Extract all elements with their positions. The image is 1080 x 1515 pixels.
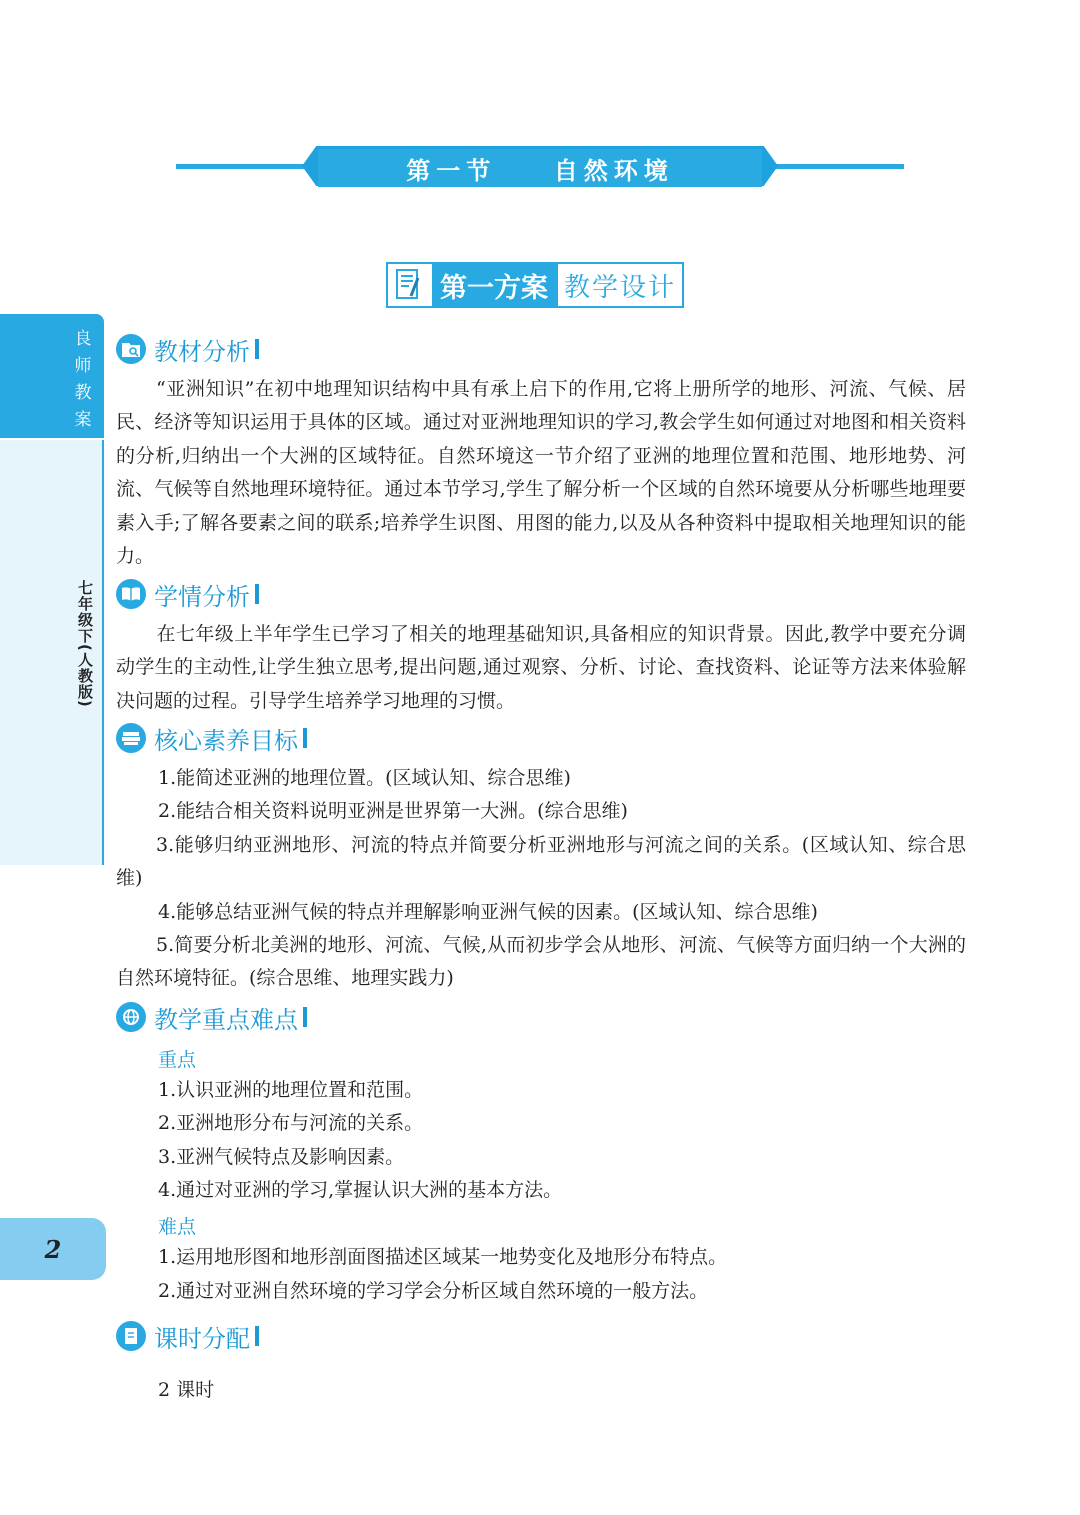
goal-item-text: 3.能够归纳亚洲地形、河流的特点并简要分析亚洲地形与河流之间的关系。(区域认知、综合思维) xyxy=(116,834,966,890)
focus-item: 3.亚洲气候特点及影响因素。 xyxy=(158,1146,405,1168)
section-heading-learner xyxy=(116,577,259,611)
learner-paragraph xyxy=(116,618,966,718)
goal-item: 1.能简述亚洲的地理位置。(区域认知、综合思维) xyxy=(158,767,571,789)
page-number: 2 xyxy=(44,1234,62,1264)
heading-bar xyxy=(303,728,307,748)
section-heading-goals xyxy=(116,721,307,755)
focus-item: 2.亚洲地形分布与河流的关系。 xyxy=(158,1112,424,1134)
document-icon xyxy=(116,1321,146,1351)
section-heading-key-points xyxy=(116,1000,307,1034)
goal-item-text: 5.简要分析北美洲的地形、河流、气候,从而初步学会从地形、河流、气候等方面归纳一个大洲的自然环境特征。(综合思维、地理实践力) xyxy=(116,934,966,990)
page-number-tab xyxy=(0,1218,106,1280)
book-stack-icon xyxy=(116,723,146,753)
open-book-icon xyxy=(116,579,146,609)
goal-item xyxy=(116,929,966,996)
section-heading-schedule xyxy=(116,1319,259,1353)
section-heading-textbook xyxy=(116,332,259,366)
section-title: 教材分析 xyxy=(154,337,250,366)
schedule-value: 2 课时 xyxy=(158,1379,215,1401)
heading-bar xyxy=(255,584,259,604)
goal-item xyxy=(116,829,966,896)
heading-bar xyxy=(255,339,259,359)
heading-bar xyxy=(255,1326,259,1346)
focus-item: 1.认识亚洲的地理位置和范围。 xyxy=(158,1079,424,1101)
globe-icon xyxy=(116,1002,146,1032)
plan-title-secondary: 教学设计 xyxy=(556,262,684,308)
side-tab-label: 良师教案 xyxy=(74,329,92,430)
section-title: 课时分配 xyxy=(154,1324,250,1353)
banner-rule-left xyxy=(176,164,318,169)
focus-item: 4.通过对亚洲的学习,掌握认识大洲的基本方法。 xyxy=(158,1179,563,1201)
banner-rule-right xyxy=(760,164,904,169)
paragraph-text: “亚洲知识”在初中地理知识结构中具有承上启下的作用,它将上册所学的地形、河流、气候、居民、经济等知识运用于具体的区域。通过对亚洲地理知识的学习,教会学生如何通过对地图和相关资料的分析,归纳出一个大洲的区域特征。自然环境这一节介绍了亚洲的地理位置和范围、地形地势、河流、气候等自然地理环境特征。通过本节学习,学生了解分析一个区域的自然环境要从分析哪些地理要素入手;了解各要素之间的联系;培养学生识图、用图的能力,以及从各种资料中提取相关地理知识的能力。 xyxy=(116,378,966,568)
plan-title-primary: 第一方案 xyxy=(432,262,556,308)
goal-item: 2.能结合相关资料说明亚洲是世界第一大洲。(综合思维) xyxy=(158,800,628,822)
focus-label: 重点 xyxy=(158,1049,197,1071)
heading-bar xyxy=(303,1007,307,1027)
edition-label: 七年级下(人教版) xyxy=(76,580,94,708)
folder-search-icon xyxy=(116,334,146,364)
goal-item: 4.能够总结亚洲气候的特点并理解影响亚洲气候的因素。(区域认知、综合思维) xyxy=(158,901,818,923)
difficulty-label: 难点 xyxy=(158,1216,197,1238)
chapter-title: 第一节 自然环境 xyxy=(406,156,674,185)
chapter-banner-face xyxy=(318,149,762,187)
notebook-pen-icon xyxy=(386,262,432,308)
difficulty-item: 1.运用地形图和地形剖面图描述区域某一地势变化及地形分布特点。 xyxy=(158,1246,728,1268)
paragraph-text: 在七年级上半年学生已学习了相关的地理基础知识,具备相应的知识背景。因此,教学中要充分调动学生的主动性,让学生独立思考,提出问题,通过观察、分析、讨论、查找资料、论证等方法来体验解决问题的过程。引导学生培养学习地理的习惯。 xyxy=(116,623,966,712)
section-title: 核心素养目标 xyxy=(154,726,298,755)
section-title: 教学重点难点 xyxy=(154,1005,298,1034)
difficulty-item: 2.通过对亚洲自然环境的学习学会分析区域自然环境的一般方法。 xyxy=(158,1280,709,1302)
section-title: 学情分析 xyxy=(154,582,250,611)
plan-title xyxy=(386,262,684,308)
textbook-paragraph xyxy=(116,373,966,573)
